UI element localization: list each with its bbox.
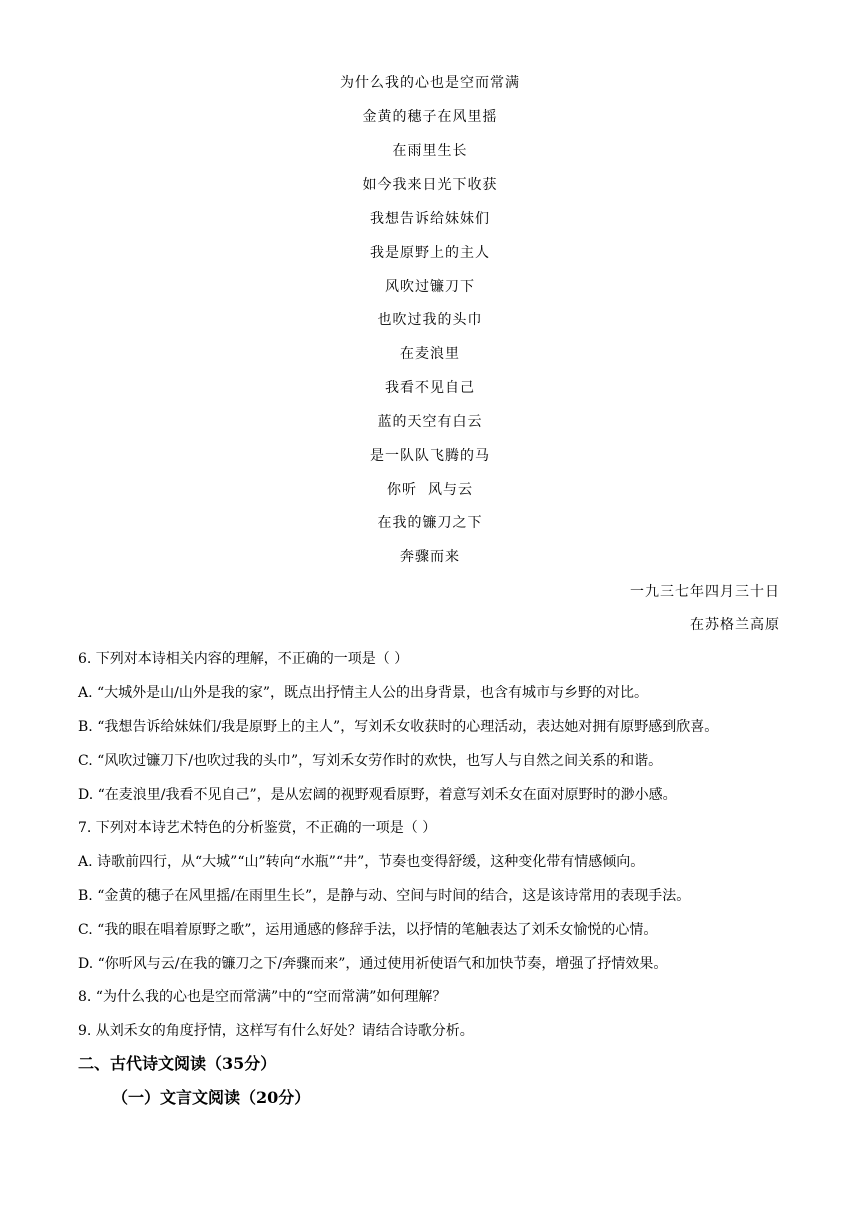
poem-line: 我是原野上的主人 [370, 245, 490, 261]
poem-line: 在雨里生长 [392, 143, 468, 159]
poem-line: 在麦浪里 [400, 346, 460, 362]
question-6-option-a: A. “大城外是山/山外是我的家”，既点出抒情主人公的出身背景，也含有城市与乡野的对比。 [78, 685, 649, 701]
poem-line: 在我的镰刀之下 [377, 515, 483, 531]
question-9: 9. 从刘禾女的角度抒情，这样写有什么好处？请结合诗歌分析。 [78, 1023, 474, 1039]
poem-line: 我看不见自己 [385, 380, 475, 396]
poem-line: 也吹过我的头巾 [377, 312, 483, 328]
question-6-option-d: D. “在麦浪里/我看不见自己”，是从宏阔的视野观看原野，着意写刘禾女在面对原野时的渺小感。 [78, 787, 677, 803]
poem-line: 蓝的天空有白云 [377, 414, 483, 430]
poem-line: 你听 风与云 [387, 482, 473, 498]
poem-date: 一九三七年四月三十日 [630, 584, 780, 600]
section-heading: 二、古代诗文阅读（35分） [78, 1054, 277, 1073]
poem-line: 是一队队飞腾的马 [370, 448, 490, 464]
question-8: 8. “为什么我的心也是空而常满”中的“空而常满”如何理解？ [78, 989, 447, 1005]
poem-place: 在苏格兰高原 [690, 617, 780, 633]
question-7-option-d: D. “你听风与云/在我的镰刀之下/奔骤而来”，通过使用祈使语气和加快节奏，增强了抒情效果。 [78, 956, 668, 972]
question-7-option-c: C. “我的眼在唱着原野之歌”，运用通感的修辞手法，以抒情的笔触表达了刘禾女愉悦的心情。 [78, 922, 658, 938]
poem-line: 如今我来日光下收获 [362, 177, 498, 193]
question-7-option-a: A. 诗歌前四行，从“大城”“山”转向“水瓶”“井”，节奏也变得舒缓，这种变化带有情感倾向。 [78, 854, 645, 870]
poem-line: 金黄的穗子在风里摇 [362, 109, 498, 125]
subsection-heading: （一）文言文阅读（20分） [112, 1088, 311, 1107]
poem-line: 我想告诉给妹妹们 [370, 211, 490, 227]
question-7-option-b: B. “金黄的穗子在风里摇/在雨里生长”，是静与动、空间与时间的结合，这是该诗常用的表现手法。 [78, 888, 691, 904]
poem-line: 风吹过镰刀下 [385, 279, 475, 295]
question-6-stem: 6. 下列对本诗相关内容的理解，不正确的一项是（ ） [78, 651, 409, 667]
question-7-stem: 7. 下列对本诗艺术特色的分析鉴赏，不正确的一项是（ ） [78, 820, 437, 836]
poem-line: 为什么我的心也是空而常满 [340, 75, 520, 91]
poem-line: 奔骤而来 [400, 549, 460, 565]
question-6-option-c: C. “风吹过镰刀下/也吹过我的头巾”，写刘禾女劳作时的欢快，也写人与自然之间关系的和谐。 [78, 753, 663, 769]
question-6-option-b: B. “我想告诉给妹妹们/我是原野上的主人”，写刘禾女收获时的心理活动，表达她对拥有原野感到欣喜。 [78, 719, 719, 735]
